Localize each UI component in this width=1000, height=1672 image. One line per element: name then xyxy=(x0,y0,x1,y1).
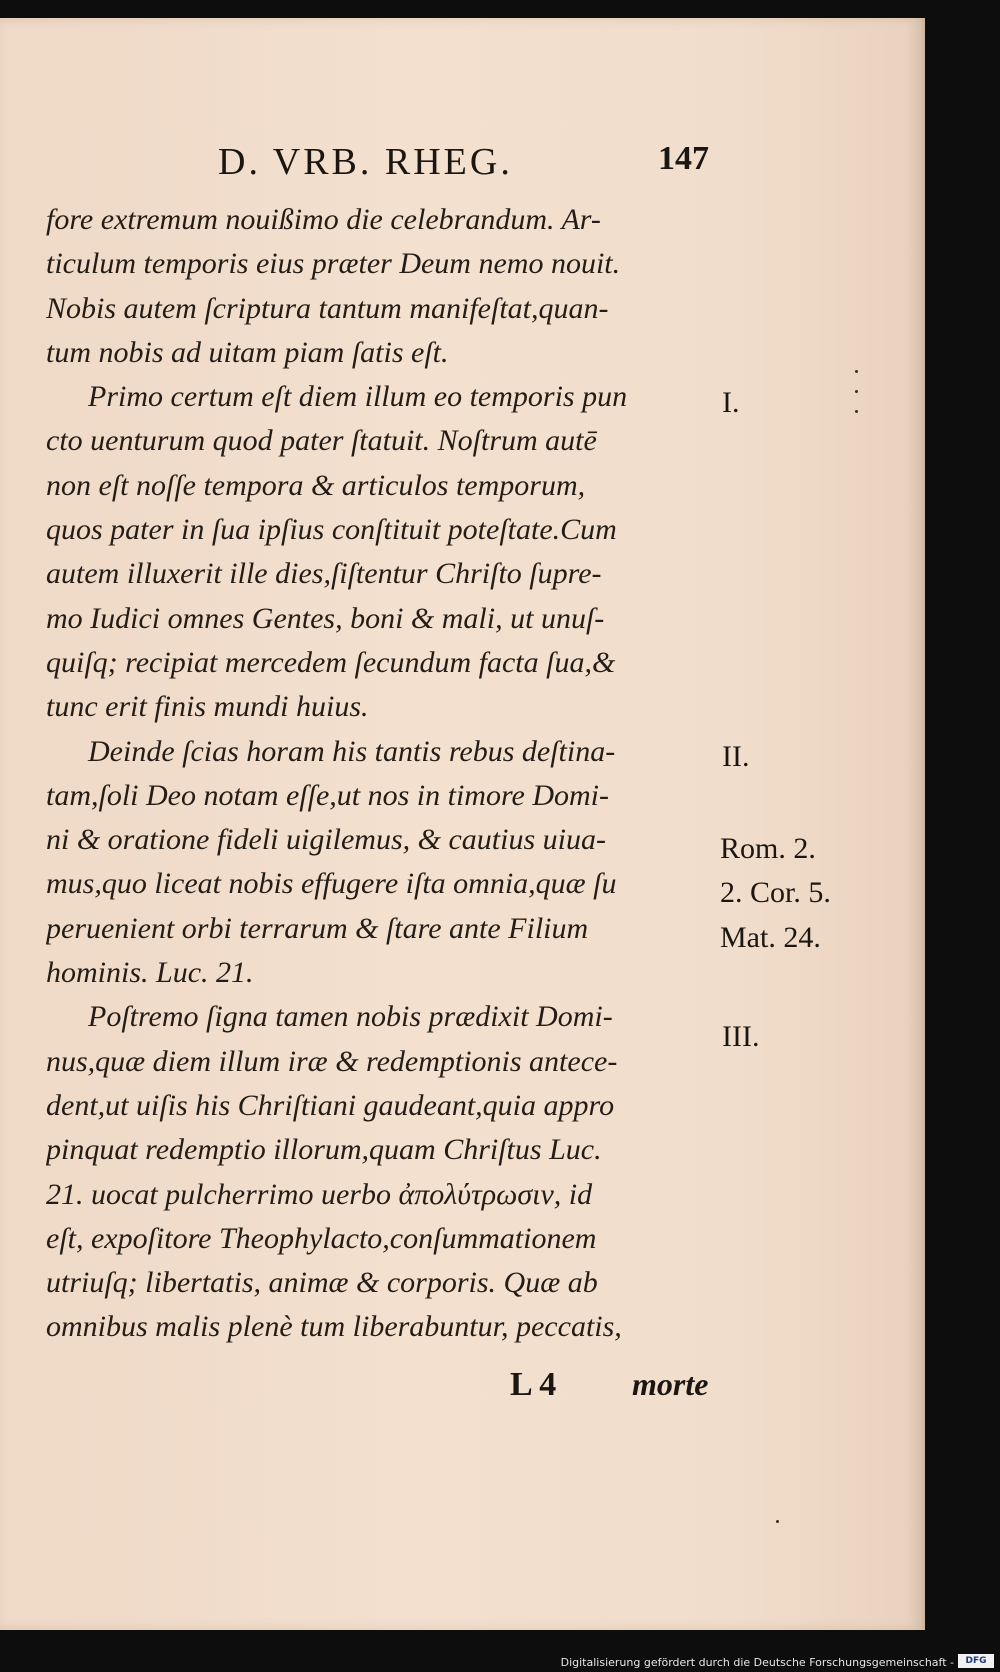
paragraph-start-line: Primo certum eſt diem illum eo temporis pun xyxy=(88,380,628,414)
text-line: omnibus malis plenè tum liberabuntur, peccatis, xyxy=(46,1310,622,1344)
text-line: Nobis autem ſcriptura tantum manifeſtat,quan- xyxy=(46,291,609,325)
margin-note-section-2: II. xyxy=(722,740,750,773)
digitization-credit-bar xyxy=(0,1650,1000,1672)
text-line: 21. uocat pulcherrimo uerbo ἀπολύτρωσιν, id xyxy=(46,1177,593,1211)
text-line: cto uenturum quod pater ſtatuit. Noſtrum autē xyxy=(46,424,597,458)
text-line: utriuſq; libertatis, animæ & corporis. Quæ ab xyxy=(46,1266,598,1300)
paragraph-start-line: Deinde ſcias horam his tantis rebus deſtina- xyxy=(88,734,616,768)
margin-note-ref-romans: Rom. 2. xyxy=(720,832,816,865)
ink-speck xyxy=(855,370,858,373)
text-line: ni & oratione fideli uigilemus, & cautius uiua- xyxy=(46,823,606,857)
text-line: mo Iudici omnes Gentes, boni & mali, ut unuſ- xyxy=(46,601,605,635)
paragraph-start-line: Poſtremo ſigna tamen nobis prædixit Domi- xyxy=(88,1000,613,1034)
text-line: non eſt noſſe tempora & articulos temporum, xyxy=(46,468,586,502)
ink-speck xyxy=(855,410,858,413)
text-line: fore extremum nouißimo die celebrandum. Ar- xyxy=(46,203,601,236)
signature-mark: L 4 xyxy=(510,1366,557,1403)
text-line: peruenient orbi terrarum & ſtare ante Filium xyxy=(46,911,589,945)
text-line: tunc erit finis mundi huius. xyxy=(46,690,369,724)
book-page xyxy=(0,18,925,1630)
margin-note-section-3: III. xyxy=(722,1020,760,1053)
page-footer xyxy=(0,1366,922,1416)
margin-note-ref-corinthians: 2. Cor. 5. xyxy=(720,876,831,909)
text-line: hominis. Luc. 21. xyxy=(46,956,254,990)
margin-note-ref-matthew: Mat. 24. xyxy=(720,921,821,954)
text-line: quiſq; recipiat mercedem ſecundum facta ſua,& xyxy=(46,645,616,679)
text-line: eſt, expoſitore Theophylacto,conſummationem xyxy=(46,1221,597,1255)
running-title: D. VRB. RHEG. xyxy=(218,141,513,183)
text-line: tam,ſoli Deo notam eſſe,ut nos in timore Domi- xyxy=(46,778,609,812)
main-text-block xyxy=(46,198,726,1350)
text-line: mus,quo liceat nobis effugere iſta omnia,quæ ſu xyxy=(46,867,617,901)
margin-note-section-1: I. xyxy=(722,386,740,419)
text-line: ticulum temporis eius præter Deum nemo nouit. xyxy=(46,247,621,281)
page-header xyxy=(0,140,922,190)
catchword: morte xyxy=(632,1366,709,1402)
text-line: pinquat redemptio illorum,quam Chriſtus Luc. xyxy=(46,1133,602,1167)
digitization-credit: Digitalisierung gefördert durch die Deutsche Forschungsgemeinschaft - xyxy=(560,1656,954,1669)
dfg-logo-icon: DFG xyxy=(958,1654,994,1668)
text-line: tum nobis ad uitam piam ſatis eſt. xyxy=(46,335,449,369)
text-line: quos pater in ſua ipſius conſtituit poteſtate.Cum xyxy=(46,513,617,547)
text-line: autem illuxerit ille dies,ſiſtentur Chriſto ſupre- xyxy=(46,557,602,591)
text-line: nus,quæ diem illum iræ & redemptionis antece- xyxy=(46,1044,618,1078)
text-line: dent,ut uiſis his Chriſtiani gaudeant,quia appro xyxy=(46,1088,615,1122)
page-number: 147 xyxy=(658,140,709,177)
ink-speck xyxy=(776,1520,779,1523)
ink-speck xyxy=(855,390,858,393)
